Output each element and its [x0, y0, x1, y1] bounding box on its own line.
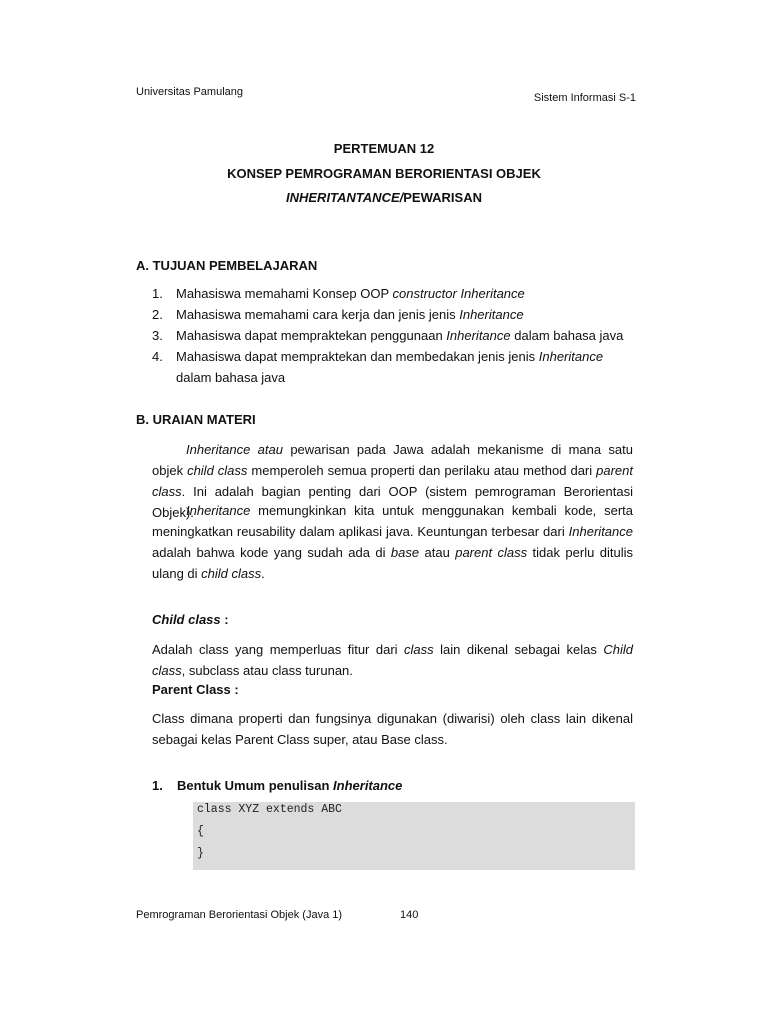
paragraph-inheritance-definition: Inheritance atau pewarisan pada Jawa adalah mekanisme di mana satu objek child class memperoleh semua properti dan perilaku atau method dari parent class. Ini adalah bagian penting dari OOP (sistem pemrograman Berorientasi Objek).: [152, 442, 634, 520]
child-class-heading: Child class :: [152, 612, 229, 627]
header-university: Universitas Pamulang: [136, 86, 243, 98]
code-line: class XYZ extends ABC: [197, 803, 342, 816]
paragraph-parent-class: Class dimana properti dan fungsinya digunakan (diwarisi) oleh class lain dikenal sebagai kelas Parent Class super, atau Base class.: [152, 711, 633, 747]
objective-item: [152, 304, 632, 325]
objective-text: Mahasiswa dapat mempraktekan dan membedakan jenis jenis Inheritance dalam bahasa java: [176, 349, 604, 385]
course-title: KONSEP PEMROGRAMAN BERORIENTASI OBJEK: [227, 166, 541, 181]
code-line: {: [197, 825, 204, 838]
objectives-list: [152, 283, 632, 388]
objective-number: 3.: [152, 328, 163, 343]
code-line: }: [197, 847, 204, 860]
objective-text: Mahasiswa memahami cara kerja dan jenis jenis Inheritance: [176, 307, 524, 322]
page-number: 140: [400, 909, 419, 921]
footer-course: Pemrograman Berorientasi Objek (Java 1): [136, 909, 343, 921]
header-program: Sistem Informasi S-1: [533, 92, 636, 104]
topic-title-italic: INHERITANTANCE/: [286, 190, 404, 205]
section-b-heading: B. URAIAN MATERI: [136, 412, 256, 427]
paragraph-child-class: Adalah class yang memperluas fitur dari class lain dikenal sebagai kelas Child class, subclass atau class turunan.: [152, 642, 633, 678]
objective-number: 2.: [152, 307, 163, 322]
topic-title-rest: PEWARISAN: [403, 190, 482, 205]
objective-number: 4.: [152, 349, 163, 364]
syntax-heading: 1. Bentuk Umum penulisan Inheritance: [152, 778, 403, 793]
objective-item: [152, 283, 632, 304]
topic-title: [0, 190, 768, 205]
parent-class-heading: Parent Class :: [152, 682, 239, 697]
meeting-title: PERTEMUAN 12: [333, 141, 435, 156]
objective-item: [152, 346, 632, 388]
objective-text: Mahasiswa memahami Konsep OOP constructor Inheritance: [176, 286, 525, 301]
objective-item: [152, 325, 632, 346]
objective-text: Mahasiswa dapat mempraktekan penggunaan Inheritance dalam bahasa java: [176, 328, 624, 343]
code-block: [193, 802, 635, 870]
paragraph-inheritance-benefits: Inheritance memungkinkan kita untuk menggunakan kembali kode, serta meningkatkan reusability dalam aplikasi java. Keuntungan terbesar dari Inheritance adalah bahwa kode yang sudah ada di base atau parent class tidak perlu ditulis ulang di child class.: [152, 503, 633, 581]
section-a-heading: A. TUJUAN PEMBELAJARAN: [136, 258, 318, 273]
objective-number: 1.: [152, 286, 163, 301]
